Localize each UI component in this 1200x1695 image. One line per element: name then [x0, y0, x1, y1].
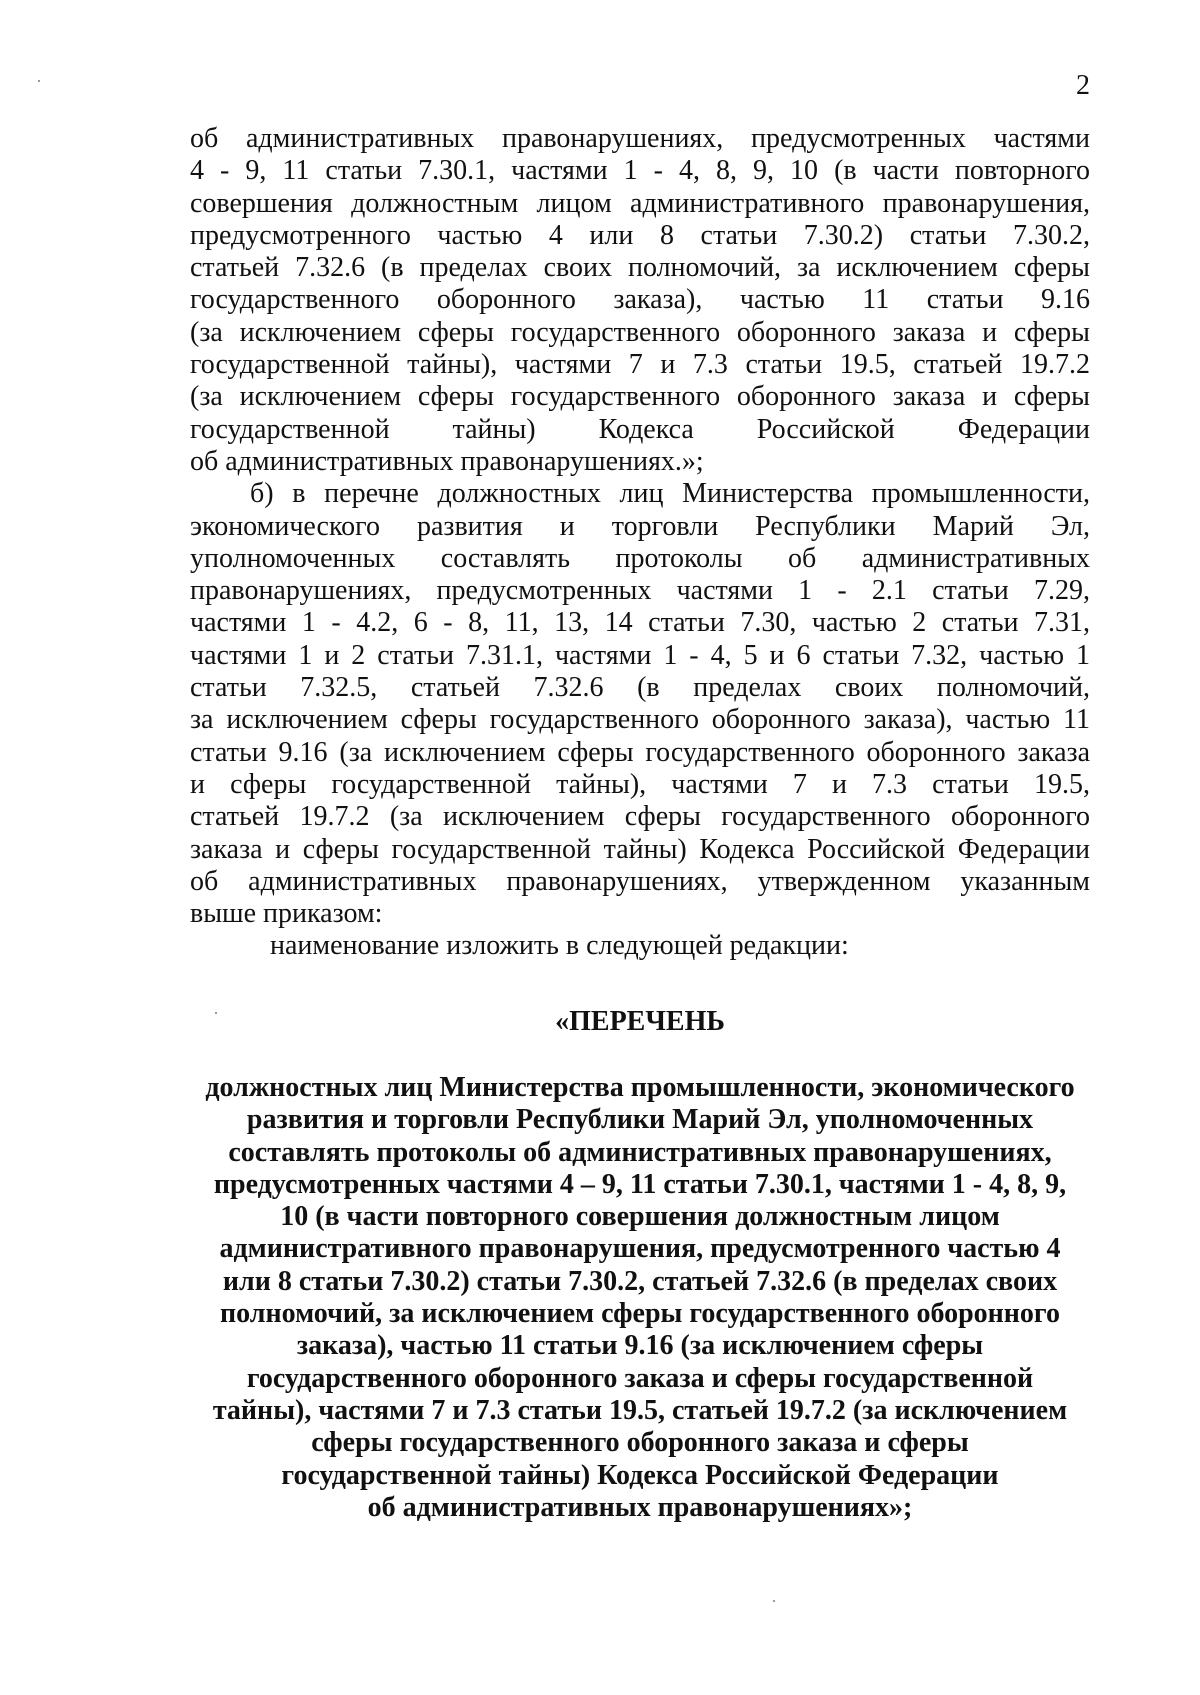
list-heading-title [190, 1006, 1090, 1038]
list-heading-body [190, 1072, 1090, 1524]
paragraph-line: государственной тайны) Кодекса Российской Федерации [190, 413, 1090, 445]
paragraph-line: частями 1 и 2 статьи 7.31.1, частями 1 - 4, 5 и 6 статьи 7.32, частью 1 [190, 639, 1090, 671]
paragraph-line: экономического развития и торговли Республики Марий Эл, [190, 510, 1090, 542]
paragraph-line: об административных правонарушениях, предусмотренных частями [190, 123, 1090, 154]
heading-line: государственного оборонного заказа и сферы государственной [246, 1362, 1034, 1394]
paragraph-line: частями 1 - 4.2, 6 - 8, 11, 13, 14 статьи 7.30, частью 2 статьи 7.31, [190, 607, 1090, 639]
paragraph-line: 4 - 9, 11 статьи 7.30.1, частями 1 - 4, 8, 9, 10 (в части повторного [190, 155, 1090, 187]
heading-line: административного правонарушения, предусмотренного частью 4 [219, 1233, 1061, 1265]
heading-line: об административных правонарушениях»; [367, 1491, 913, 1523]
scan-speck [773, 1600, 775, 1602]
paragraph-line: выше приказом: [190, 898, 383, 930]
paragraph-line: об административных правонарушениях, утвержденном указанным [190, 865, 1090, 897]
heading-line: должностных лиц Министерства промышленности, экономического [205, 1072, 1075, 1103]
paragraph-line: статьи 7.32.5, статьей 7.32.6 (в пределах своих полномочий, [190, 672, 1090, 704]
heading-line: сферы государственного оборонного заказа и сферы [311, 1427, 969, 1459]
paragraph-line: совершения должностным лицом административного правонарушения, [190, 187, 1090, 219]
scan-speck [215, 1012, 217, 1014]
heading-line: государственной тайны) Кодекса Российской Федерации [281, 1459, 999, 1491]
heading-line: развития и торговли Республики Марий Эл, уполномоченных [246, 1104, 1034, 1136]
heading-line: или 8 статьи 7.30.2) статьи 7.30.2, статьей 7.32.6 (в пределах своих [222, 1265, 1058, 1297]
heading-title: «ПЕРЕЧЕНЬ [555, 1006, 725, 1037]
paragraph-line: государственного оборонного заказа), частью 11 статьи 9.16 [190, 284, 1090, 316]
paragraph-line: об административных правонарушениях.»; [190, 445, 704, 477]
paragraph-line: статьи 9.16 (за исключением сферы государственного оборонного заказа [190, 736, 1090, 768]
paragraph-line: заказа и сферы государственной тайны) Кодекса Российской Федерации [190, 833, 1090, 865]
paragraph-line: б) в перечне должностных лиц Министерства промышленности, [250, 478, 1090, 510]
heading-line: предусмотренных частями 4 – 9, 11 статьи 7.30.1, частями 1 - 4, 8, 9, [213, 1168, 1067, 1200]
heading-line: составлять протоколы об административных правонарушениях, [228, 1136, 1052, 1168]
paragraph-line: уполномоченных составлять протоколы об административных [190, 542, 1090, 574]
paragraph-b [190, 478, 1090, 930]
scan-speck [38, 80, 40, 82]
paragraph-line: государственной тайны), частями 7 и 7.3 статьи 19.5, статьей 19.7.2 [190, 349, 1090, 381]
heading-line: полномочий, за исключением сферы государственного оборонного [220, 1298, 1060, 1330]
paragraph-line: и сферы государственной тайны), частями 7 и 7.3 статьи 19.5, [190, 768, 1090, 800]
document-body [190, 123, 1090, 963]
heading-line: тайны), частями 7 и 7.3 статьи 19.5, статьей 19.7.2 (за исключением [212, 1394, 1068, 1426]
paragraph-line: статьей 19.7.2 (за исключением сферы государственного оборонного [190, 801, 1090, 833]
paragraph-line: правонарушениях, предусмотренных частями 1 - 2.1 статьи 7.29, [190, 575, 1090, 607]
paragraph-a [190, 123, 1090, 478]
page-number: 2 [1076, 70, 1090, 101]
paragraph-line: (за исключением сферы государственного оборонного заказа и сферы [190, 316, 1090, 348]
paragraph-line: (за исключением сферы государственного оборонного заказа и сферы [190, 381, 1090, 413]
paragraph-line: предусмотренного частью 4 или 8 статьи 7.30.2) статьи 7.30.2, [190, 219, 1090, 251]
heading-line: заказа), частью 11 статьи 9.16 (за исключением сферы [296, 1330, 984, 1362]
heading-line: 10 (в части повторного совершения должностным лицом [280, 1201, 1000, 1233]
paragraph-line: за исключением сферы государственного оборонного заказа), частью 11 [190, 704, 1090, 736]
instruction-line: наименование изложить в следующей редакции: [270, 930, 849, 962]
paragraph-line: статьей 7.32.6 (в пределах своих полномочий, за исключением сферы [190, 252, 1090, 284]
